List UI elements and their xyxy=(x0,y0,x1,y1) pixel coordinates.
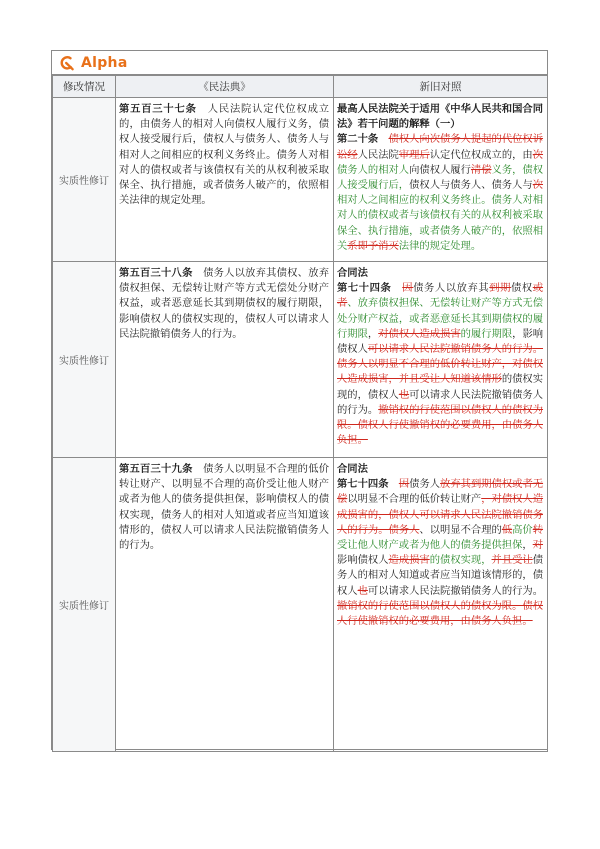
unchanged-text: 债务人以放弃其 xyxy=(413,282,490,295)
deleted-text: 对 xyxy=(532,539,544,552)
unchanged-text: ， xyxy=(522,539,533,552)
unchanged-text xyxy=(389,478,399,490)
civil-code-cell xyxy=(116,98,334,262)
document-frame xyxy=(51,50,548,750)
article-body: 人民法院认定代位权成立的，由债务人的相对人向债权人履行义务，债权人接受履行后，债权人与债务人、债务人与相对人之间相应的权利义务终止。债务人对相对人的债权或者与该债权有关的从权利被采取保全、执行措施，或者债务人破产的，依照相关法律的规定处理。 xyxy=(119,103,330,207)
brand-bar xyxy=(52,51,547,75)
deleted-text: 系即予消灭 xyxy=(347,239,399,252)
added-text: 债务人的相对人 xyxy=(337,163,410,176)
alpha-logo-icon xyxy=(59,55,75,71)
deleted-text: 因 xyxy=(402,282,414,295)
added-text: 的履行期限 xyxy=(460,327,513,340)
unchanged-text: 以明显不合理的低价转让财产 xyxy=(347,493,482,506)
unchanged-text xyxy=(378,133,388,145)
unchanged-text: 债权人与债务人、债务人与 xyxy=(409,179,533,192)
source-law-title: 合同法 xyxy=(337,463,368,475)
article-number: 第二十条 xyxy=(337,133,379,146)
added-text: 法律的规定处理。 xyxy=(398,239,482,252)
unchanged-text: 的债权实现的，债权人 xyxy=(337,373,544,401)
added-text: 的债权实现， xyxy=(429,554,492,567)
comparison-cell xyxy=(334,262,548,458)
unchanged-text: 人民法院 xyxy=(357,148,399,161)
deleted-text: 造成损害 xyxy=(388,554,430,567)
deleted-text: 次 xyxy=(532,148,544,161)
civil-code-cell xyxy=(116,262,334,458)
added-text: ，或者恶意延长其到期债权的履行期限 xyxy=(337,312,544,340)
deleted-text: 撤销权的行使范围以债权人的债权为限。债权人行使撤销权的必要费用，由债务人负担。 xyxy=(337,403,544,447)
unchanged-text: ， xyxy=(367,327,379,340)
deleted-text: 债权人向次债务人提起的代位权诉讼经 xyxy=(337,133,544,161)
table-row xyxy=(53,262,548,458)
unchanged-text: 债权 xyxy=(510,282,533,295)
deleted-text: 撤销权的行使范围以债权人的债权为限。债权人行使撤销权的必要费用，由债务人负担。 xyxy=(337,599,543,628)
header-old-new-comparison: 新旧对照 xyxy=(334,76,548,98)
change-type-cell: 实质性修订 xyxy=(53,98,116,262)
deleted-text: 放弃其到期债权或者无偿 xyxy=(337,478,544,506)
deleted-text: 并且受让 xyxy=(491,554,533,567)
added-text: 高价 xyxy=(512,523,533,536)
unchanged-text: 认定代位权成立的，由 xyxy=(429,148,533,161)
deleted-text: ，对债权人造成损害的，债权人可以请求人民法院撤销债务人的行为。债务人 xyxy=(337,493,544,536)
unchanged-text: 可以请求人民法院撤销债务人的行为。 xyxy=(367,584,544,597)
article-number: 第五百三十七条 xyxy=(119,103,197,115)
unchanged-text: 、以明显不合理的 xyxy=(419,523,502,536)
comparison-table xyxy=(52,75,548,752)
header-change-type: 修改情况 xyxy=(53,76,116,98)
article-number: 第五百三十八条 xyxy=(119,267,193,279)
added-text: 义务，债权人接受履行后， xyxy=(337,163,544,192)
deleted-text: 或者 xyxy=(337,282,544,310)
deleted-text: 转 xyxy=(532,523,544,536)
added-text: 、放弃债权担保、无偿转让财产等方式无偿处分财产权益 xyxy=(337,297,544,325)
civil-code-cell xyxy=(116,458,334,752)
comparison-cell xyxy=(334,98,548,262)
deleted-text: 低 xyxy=(501,523,513,536)
article-number: 第五百三十九条 xyxy=(119,463,193,475)
article-body: 债务人以明显不合理的低价转让财产、以明显不合理的高价受让他人财产或者为他人的债务提供担保，影响债权人的债权实现，债务人的相对人知道或者应当知道该情形的，债权人可以请求人民法院撤销债务人的行为。 xyxy=(119,463,330,552)
deleted-text: 也 xyxy=(357,584,368,597)
added-text: 债务人对相对人的债权或者与该债权有关的从权利被采取保全、执行措施，或者债务人破产的，依照相关 xyxy=(337,194,544,252)
deleted-text: 。债务人以明显不合理的低价转让财产，对债权人造成损害，并且受让人知道该情形 xyxy=(337,343,544,386)
comparison-text xyxy=(337,478,543,627)
table-row xyxy=(53,458,548,752)
deleted-text: 对债权人造成损害 xyxy=(378,327,461,340)
brand-name: Alpha xyxy=(81,54,128,71)
table-row xyxy=(53,98,548,262)
added-text: 相对人之间相应的权利义务终止。 xyxy=(337,194,492,207)
comparison-text xyxy=(337,282,543,446)
deleted-text: 到期 xyxy=(489,282,511,295)
table-header-row xyxy=(53,76,548,98)
added-text: 受让他人财产或者为他人的债务提供担保 xyxy=(337,539,523,552)
deleted-text: 次 xyxy=(532,179,544,192)
unchanged-text: 向债权人履行 xyxy=(409,163,471,176)
change-type-cell: 实质性修订 xyxy=(53,262,116,458)
header-civil-code: 《民法典》 xyxy=(116,76,334,98)
source-law-title: 合同法 xyxy=(337,267,368,279)
deleted-text: 因 xyxy=(398,478,410,491)
comparison-text xyxy=(337,133,543,251)
unchanged-text: 债务人的相对人知道或者应当知道该情形的，债权人 xyxy=(337,554,544,597)
unchanged-text: 可以请求人民法院撤销债务人的行为。 xyxy=(337,388,544,416)
comparison-cell xyxy=(334,458,548,752)
article-body: 债务人以放弃其债权、放弃债权担保、无偿转让财产等方式无偿处分财产权益，或者恶意延长其到期债权的履行期限，影响债权人的债权实现的，债权人可以请求人民法院撤销债务人的行为。 xyxy=(119,267,330,340)
article-number: 第七十四条 xyxy=(337,478,389,491)
deleted-text: 可以请求人民法院撤销债务人的行为 xyxy=(367,343,533,356)
unchanged-text: ，影响债权人 xyxy=(337,327,544,356)
change-type-cell: 实质性修订 xyxy=(53,458,116,752)
deleted-text: 清偿 xyxy=(470,163,492,176)
deleted-text: 审理后 xyxy=(398,148,430,161)
unchanged-text: 影响债权人 xyxy=(337,554,389,567)
article-number: 第七十四条 xyxy=(337,282,392,295)
unchanged-text xyxy=(391,282,402,294)
deleted-text: 也 xyxy=(398,388,410,401)
unchanged-text: 债务人 xyxy=(409,478,441,491)
source-law-title: 最高人民法院关于适用《中华人民共和国合同法》若干问题的解释（一） xyxy=(337,103,543,131)
